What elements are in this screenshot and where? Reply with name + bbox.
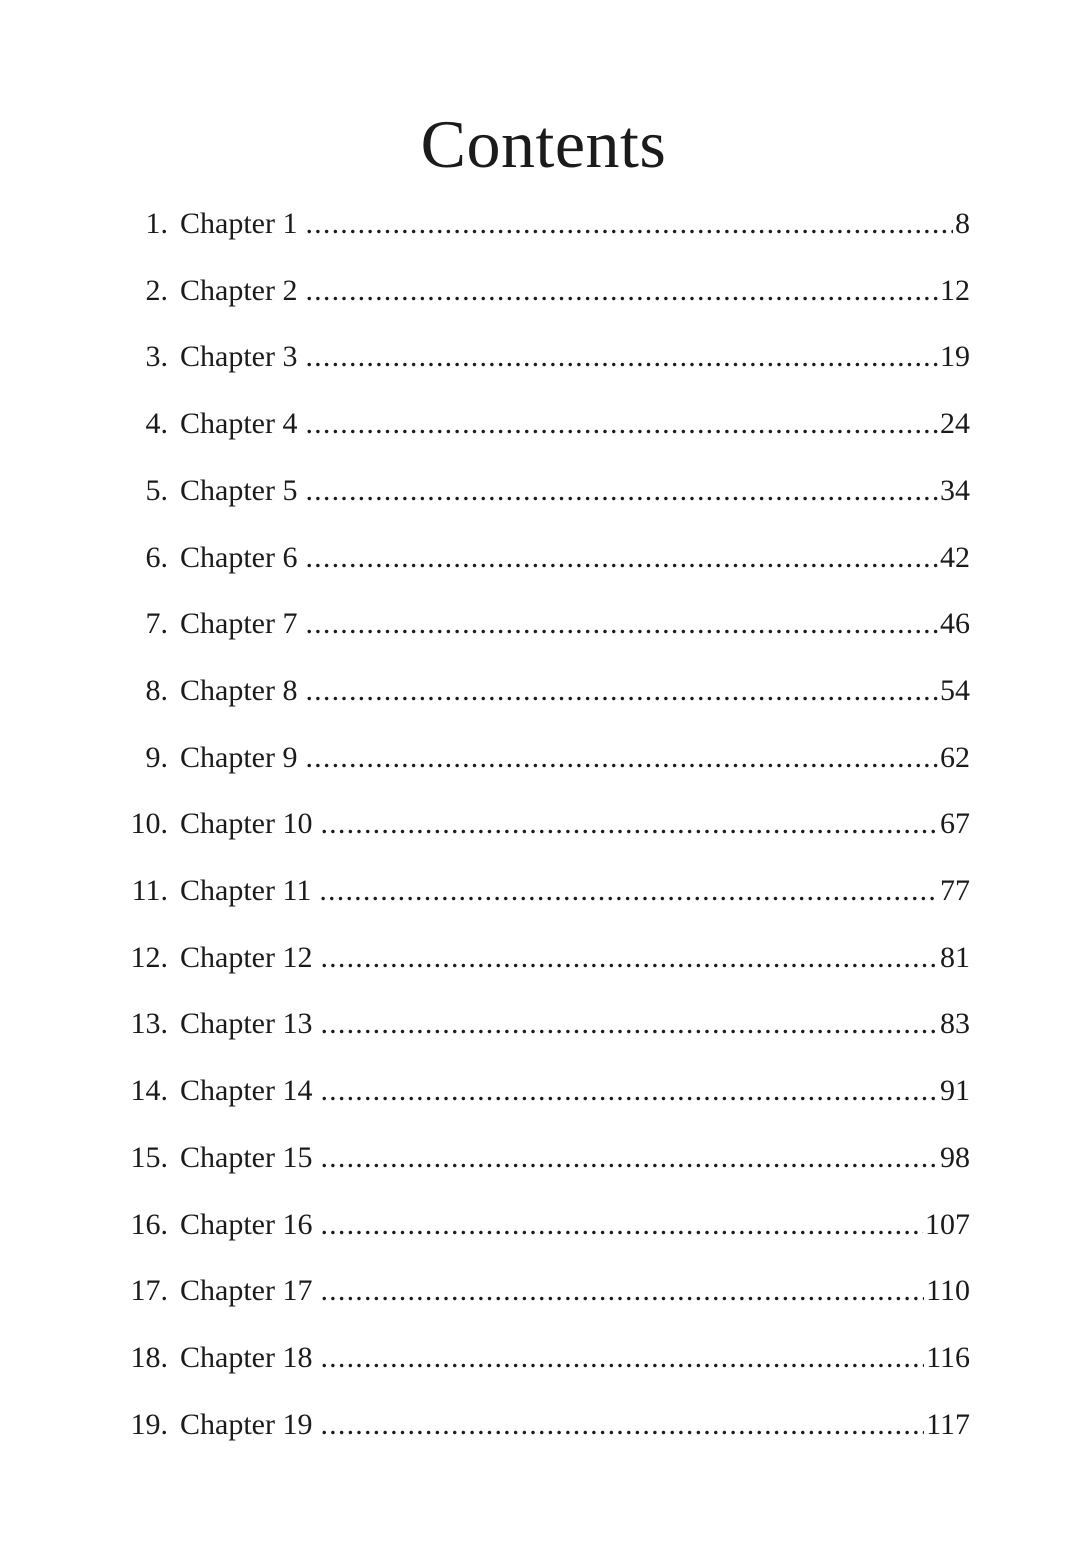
toc-entry[interactable] [118,936,970,980]
toc-entry[interactable] [118,202,970,246]
toc-entry-label: Chapter 3 [180,340,298,374]
toc-entry-label: Chapter 11 [180,874,312,907]
toc-entry[interactable] [118,1403,970,1447]
toc-entry-page-number: 110 [926,1274,970,1308]
toc-entry-number: 2. [145,273,168,307]
toc-dot-leader [305,669,938,713]
toc-entry-number: 8. [145,673,168,707]
toc-entry-page-number: 12 [940,273,970,307]
toc-entry-number: 13. [130,1007,168,1041]
toc-dot-leader [305,469,938,513]
toc-entry-number: 4. [145,407,168,441]
toc-entry-label: Chapter 1 [180,207,298,240]
toc-dot-leader [320,1069,938,1113]
toc-entry-label: Chapter 17 [180,1274,313,1308]
toc-entry-page-number: 116 [926,1340,970,1374]
toc-entry-label: Chapter 9 [180,740,298,774]
toc-entry-number: 10. [130,807,168,841]
toc-dot-leader [319,869,938,913]
toc-entry-label: Chapter 13 [180,1007,313,1041]
toc-entry-label: Chapter 2 [180,273,298,307]
toc-entry-page-number: 98 [940,1140,970,1174]
toc-entry-number: 7. [145,607,168,641]
toc-entry-number: 19. [130,1407,168,1441]
toc-entry-number: 9. [145,740,168,774]
toc-entry[interactable] [118,1203,970,1247]
toc-entry-page-number: 62 [940,740,970,774]
toc-dot-leader [320,1002,938,1046]
toc-entry-number: 1. [145,207,168,240]
toc-entry-label: Chapter 14 [180,1074,313,1108]
toc-entry[interactable] [118,1002,970,1046]
toc-entry-page-number: 83 [940,1007,970,1041]
toc-entry[interactable] [118,1336,970,1380]
toc-entry-page-number: 54 [940,673,970,707]
toc-dot-leader [320,1203,923,1247]
toc-entry[interactable] [118,869,970,913]
toc-entry[interactable] [118,335,970,379]
toc-entry-page-number: 19 [940,340,970,374]
toc-entry-page-number: 117 [926,1407,970,1441]
toc-entry-page-number: 67 [940,807,970,841]
toc-entry-label: Chapter 18 [180,1340,313,1374]
toc-entry[interactable] [118,269,970,313]
toc-entry-label: Chapter 7 [180,607,298,641]
toc-entry-number: 12. [130,940,168,974]
toc-dot-leader [320,1136,938,1180]
toc-entry-number: 16. [130,1207,168,1241]
toc-entry-number: 15. [130,1140,168,1174]
toc-dot-leader [320,1269,924,1313]
toc-entry-number: 18. [130,1340,168,1374]
toc-entry-number: 5. [145,473,168,507]
toc-entry[interactable] [118,602,970,646]
toc-entry-page-number: 81 [940,940,970,974]
toc-entry-page-number: 77 [940,874,970,907]
toc-dot-leader [305,736,938,780]
toc-entry-page-number: 91 [940,1074,970,1108]
toc-entry[interactable] [118,402,970,446]
toc-entry-number: 17. [130,1274,168,1308]
toc-entry[interactable] [118,736,970,780]
toc-entry-label: Chapter 4 [180,407,298,441]
toc-entry-label: Chapter 8 [180,673,298,707]
toc-entry-label: Chapter 10 [180,807,313,841]
toc-dot-leader [320,1336,924,1380]
toc-dot-leader [305,202,953,246]
toc-entry-label: Chapter 19 [180,1407,313,1441]
toc-entry-number: 14. [130,1074,168,1108]
toc-entry[interactable] [118,1069,970,1113]
toc-entry-number: 3. [145,340,168,374]
toc-entry-page-number: 42 [940,540,970,574]
toc-entry-label: Chapter 6 [180,540,298,574]
toc-dot-leader [305,602,938,646]
toc-dot-leader [305,536,938,580]
toc-entry[interactable] [118,469,970,513]
toc-entry-page-number: 34 [940,473,970,507]
toc-dot-leader [305,402,938,446]
toc-entry[interactable] [118,669,970,713]
toc-dot-leader [305,335,938,379]
toc-dot-leader [305,269,938,313]
toc-entry-number: 6. [145,540,168,574]
toc-entry-page-number: 46 [940,607,970,641]
toc-dot-leader [320,802,938,846]
toc-entry-label: Chapter 16 [180,1207,313,1241]
toc-dot-leader [320,936,938,980]
toc-entry-page-number: 8 [955,207,970,240]
toc-entry-page-number: 24 [940,407,970,441]
toc-entry[interactable] [118,1269,970,1313]
toc-entry[interactable] [118,802,970,846]
page-title: Contents [420,106,667,182]
toc-entry[interactable] [118,1136,970,1180]
toc-dot-leader [320,1403,924,1447]
toc-entry-label: Chapter 12 [180,940,313,974]
toc-entry-label: Chapter 15 [180,1140,313,1174]
toc-entry[interactable] [118,536,970,580]
toc-entry-page-number: 107 [925,1207,970,1241]
toc-entry-number: 11. [131,874,168,907]
toc-entry-label: Chapter 5 [180,473,298,507]
